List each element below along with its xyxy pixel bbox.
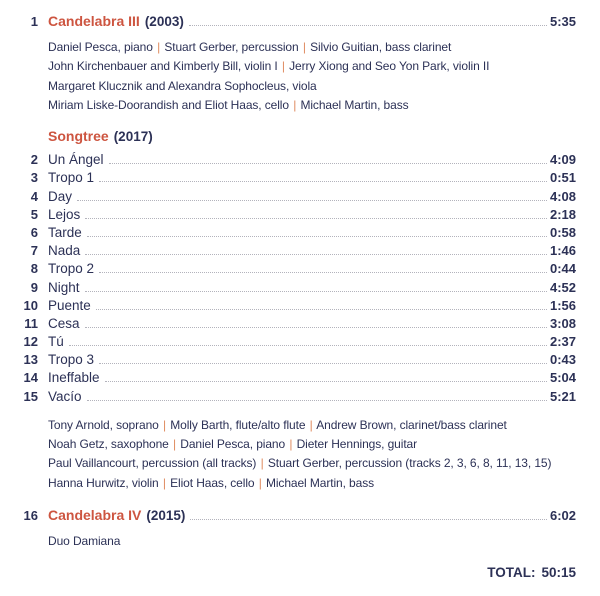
track-title: Lejos	[48, 206, 81, 222]
track-duration: 0:44	[549, 261, 576, 277]
credits-line: Paul Vaillancourt, percussion (all tracks) | Stuart Gerber, percussion (tracks 2, 3, 6, 8, 11, 13, 15)	[48, 456, 552, 471]
track-number: 14	[23, 370, 38, 386]
track-duration: 0:43	[549, 352, 576, 368]
dotted-leader	[85, 214, 547, 219]
track-duration: 4:08	[549, 188, 576, 204]
dotted-leader	[99, 359, 547, 364]
track-duration: 5:21	[549, 388, 576, 404]
track-title: Cesa	[48, 315, 80, 331]
track-row	[0, 316, 576, 334]
track-number: 4	[30, 188, 38, 204]
dotted-leader	[190, 515, 547, 520]
track-number: 9	[30, 279, 38, 295]
track-duration: 1:46	[549, 243, 576, 259]
track-title: Vacío	[48, 388, 82, 404]
track-duration: 0:58	[549, 224, 576, 240]
track-title: Night	[48, 279, 80, 295]
track-number: 6	[30, 224, 38, 240]
credits-line: Tony Arnold, soprano | Molly Barth, flute/alto flute | Andrew Brown, clarinet/bass clarinet	[48, 417, 507, 432]
track-number: 3	[30, 170, 38, 186]
dotted-leader	[96, 305, 547, 310]
credits-line: Daniel Pesca, piano | Stuart Gerber, percussion | Silvio Guitian, bass clarinet	[48, 40, 452, 54]
dotted-leader	[69, 341, 547, 346]
credits-line: Noah Getz, saxophone | Daniel Pesca, piano | Dieter Hennings, guitar	[48, 437, 418, 452]
credits-block	[48, 38, 576, 115]
track-list	[0, 152, 576, 407]
track-number: 8	[30, 261, 38, 277]
track-row	[0, 189, 576, 207]
track-title: Puente	[48, 297, 91, 313]
dotted-leader	[77, 196, 547, 201]
track-title: Tropo 3	[48, 352, 95, 368]
dotted-leader	[87, 396, 547, 401]
track-duration: 5:04	[549, 370, 576, 386]
track-row	[0, 152, 576, 170]
total-label: TOTAL:	[487, 565, 536, 581]
dotted-leader	[85, 250, 547, 255]
track-row	[0, 334, 576, 352]
track-number: 2	[30, 152, 38, 168]
track-number: 16	[23, 508, 38, 523]
track-number: 11	[24, 315, 38, 331]
credits-line: Miriam Liske-Doorandish and Eliot Haas, cello | Michael Martin, bass	[48, 97, 409, 112]
track-number: 1	[30, 14, 38, 29]
credits-line: Margaret Klucznik and Alexandra Sophocleus, viola	[48, 78, 317, 93]
track-row	[0, 298, 576, 316]
track-title: Nada	[48, 243, 81, 259]
track-row	[0, 207, 576, 225]
track-duration: 0:51	[549, 170, 576, 186]
track-number: 12	[23, 334, 38, 350]
track-row	[0, 389, 576, 407]
section-header	[0, 128, 576, 148]
track-duration: 4:09	[549, 152, 576, 168]
track-number: 10	[23, 297, 38, 313]
track-title: Tropo 1	[48, 170, 95, 186]
track-title: Tú	[48, 334, 64, 350]
work-year: (2015)	[146, 508, 186, 523]
track-duration: 2:18	[549, 206, 576, 222]
track-row	[0, 280, 576, 298]
track-number: 15	[23, 388, 38, 404]
credits-line: Duo Damiana	[48, 534, 121, 548]
track-row	[0, 261, 576, 279]
dotted-leader	[85, 287, 547, 292]
track-duration: 4:52	[549, 279, 576, 295]
work-title: Songtree	[48, 128, 109, 145]
track-duration: 1:56	[549, 297, 576, 313]
track-duration: 3:08	[549, 315, 576, 331]
track-title: Ineffable	[48, 370, 100, 386]
dotted-leader	[99, 268, 547, 273]
credits-line: Hanna Hurwitz, violin | Eliot Haas, cello | Michael Martin, bass	[48, 475, 375, 490]
track-title: Tropo 2	[48, 261, 95, 277]
track-title: Day	[48, 188, 73, 204]
credits-block	[48, 532, 576, 551]
track-row	[0, 370, 576, 388]
dotted-leader	[109, 159, 547, 164]
track-row	[0, 243, 576, 261]
dotted-leader	[105, 377, 547, 382]
total-duration	[0, 565, 576, 580]
track-row	[0, 170, 576, 188]
credits-line: John Kirchenbauer and Kimberly Bill, violin I | Jerry Xiong and Seo Yon Park, violin II	[48, 59, 490, 74]
dotted-leader	[87, 232, 547, 237]
track-duration: 6:02	[549, 508, 576, 523]
work-year: (2017)	[113, 129, 153, 145]
work-title: Candelabra IV	[48, 507, 142, 523]
track-duration: 5:35	[549, 14, 576, 29]
track-duration: 2:37	[549, 334, 576, 350]
track-number: 13	[23, 352, 38, 368]
track-number: 7	[30, 243, 38, 259]
total-time: 50:15	[541, 565, 576, 581]
track-row	[0, 225, 576, 243]
track-title: Tarde	[48, 224, 82, 240]
work-year: (2003)	[144, 14, 184, 29]
credits-block	[48, 416, 576, 493]
dotted-leader	[99, 177, 547, 182]
dotted-leader	[85, 323, 547, 328]
track-title: Un Ángel	[48, 152, 104, 168]
track-row	[0, 13, 576, 33]
dotted-leader	[189, 21, 547, 26]
work-title: Candelabra III	[48, 13, 140, 29]
track-number: 5	[30, 206, 38, 222]
track-row	[0, 507, 576, 527]
track-row	[0, 352, 576, 370]
